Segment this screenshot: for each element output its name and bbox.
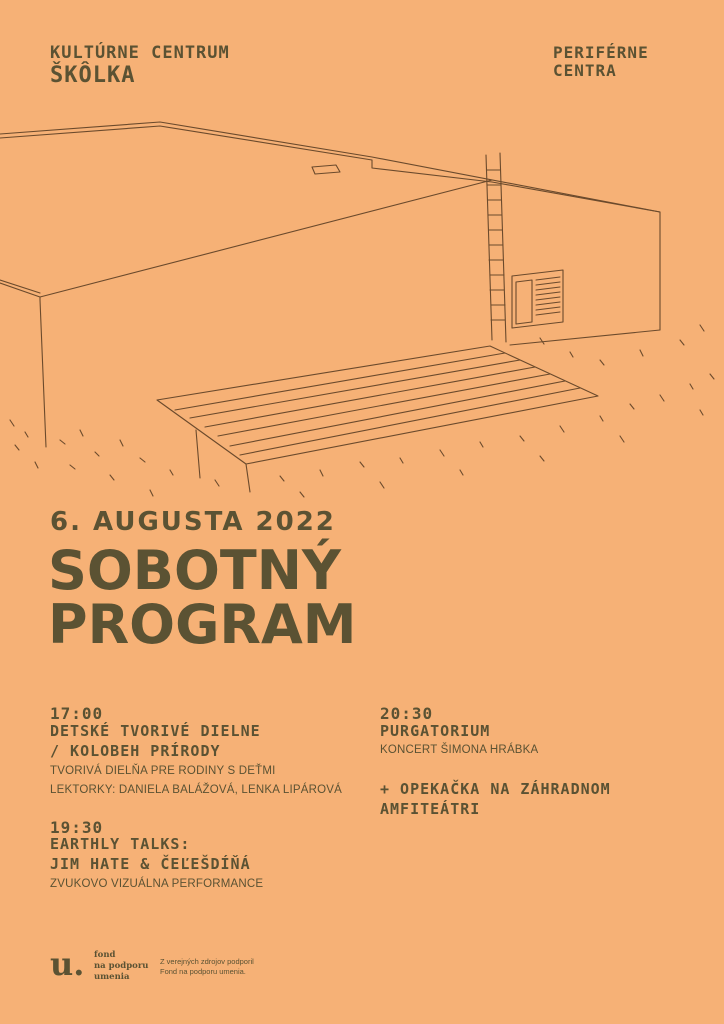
venue-name-line1: KULTÚRNE CENTRUM [50,43,230,63]
event-time: 20:30 [380,704,434,723]
support-note-line: Fond na podporu umenia. [160,967,246,976]
brand-line1: PERIFÉRNE [553,43,649,62]
fund-logo-mark: u. [50,945,85,983]
fund-logo-text [94,950,148,983]
event-name: DETSKÉ TVORIVÉ DIELNE [50,722,261,740]
event-name: JIM HATE & ČEĽEŠDÍŇÁ [50,855,251,873]
building-sketch-illustration [0,110,724,500]
event-time: 17:00 [50,704,104,723]
event-name: / KOLOBEH PRÍRODY [50,742,221,760]
fund-logo-text-line: fond [94,950,116,960]
event-name: EARTHLY TALKS: [50,835,191,853]
support-note [160,957,254,977]
event-time: 19:30 [50,818,104,837]
event-detail: LEKTORKY: DANIELA BALÁŽOVÁ, LENKA LIPÁROVÁ [50,784,342,796]
venue-name-line2: ŠKÔLKA [50,63,136,88]
program-title-line2: PROGRAM [48,593,357,656]
event-date: 6. AUGUSTA 2022 [50,507,336,537]
brand-line2: CENTRA [553,61,617,80]
event-detail: TVORIVÁ DIELŇA PRE RODINY S DEŤMI [50,765,276,777]
fund-logo-text-line: umenia [94,972,130,982]
support-note-line: Z verejných zdrojov podporil [160,957,254,966]
program-title-line1: SOBOTNÝ [48,539,341,602]
event-detail: KONCERT ŠIMONA HRÁBKA [380,744,539,756]
extra-line1: + OPEKAČKA NA ZÁHRADNOM [380,780,611,798]
fund-logo-text-line: na podporu [94,961,149,971]
event-detail: ZVUKOVO VIZUÁLNA PERFORMANCE [50,878,264,890]
extra-line2: AMFITEÁTRI [380,800,481,818]
event-name: PURGATORIUM [380,722,491,740]
